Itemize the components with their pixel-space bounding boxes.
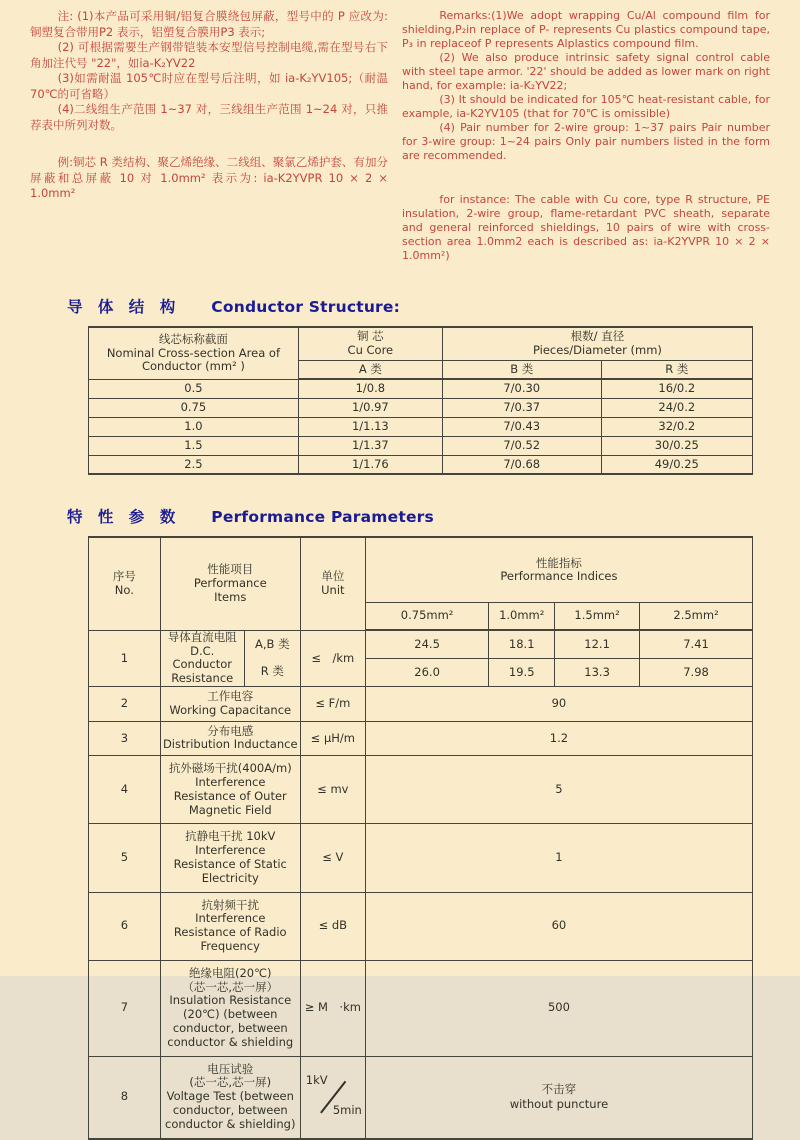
cell-item bbox=[160, 960, 300, 1056]
table-row bbox=[89, 455, 753, 474]
class-ab-label: A,B 类 bbox=[255, 636, 290, 651]
remark-paragraph: (4) Pair number for 2-wire group: 1~37 pairs Pair number for 3-wire group: 1~24 pairs Only pair numbers listed in the form are recommended. bbox=[402, 121, 770, 162]
cell-unit bbox=[300, 1056, 365, 1138]
header-unit bbox=[300, 537, 365, 630]
cell-value: 24.5 bbox=[365, 630, 489, 658]
cell-value: 12.1 bbox=[555, 630, 640, 658]
item-text-en: Interference Resistance of Static Electricity bbox=[173, 843, 287, 885]
heading-english: Performance Parameters bbox=[211, 508, 434, 527]
cell: 1/0.8 bbox=[298, 379, 442, 398]
cell-no: 6 bbox=[89, 892, 161, 960]
header-text: Nominal Cross-section Area of bbox=[106, 345, 280, 360]
cell-value bbox=[365, 1056, 752, 1138]
cell-unit: ≤ dB bbox=[300, 892, 365, 960]
item-text-en: Interference Resistance of Outer Magnetic Field bbox=[173, 775, 287, 817]
header-text: 根数/ 直径 bbox=[570, 329, 625, 343]
item-text-cn: 绝缘电阻(20℃) bbox=[188, 965, 272, 980]
value-text-en: without puncture bbox=[509, 1097, 609, 1112]
cell: 1/1.76 bbox=[298, 455, 442, 474]
header-text: 铜 芯 bbox=[357, 329, 384, 343]
unit-bottom-label: 5min bbox=[332, 1103, 362, 1118]
table-row-working-capacitance bbox=[89, 687, 753, 722]
item-text-cn: 工作电容 bbox=[207, 689, 254, 704]
cell-value: 7.41 bbox=[640, 630, 753, 658]
remark-example: for instance: The cable with Cu core, type R structure, PE insulation, 2-wire group, flame-retardant PVC sheath, separate and general reinforced shieldings, 10 pairs of wire with cross-section area 1.0mm2 each is described as: ia-K2YVPR 10 × 2 × 1.0mm²) bbox=[402, 193, 770, 262]
cell-unit: ≤ mv bbox=[300, 756, 365, 824]
cell: 7/0.43 bbox=[442, 417, 601, 436]
table-row-static-interference bbox=[89, 824, 753, 892]
cell: 2.5 bbox=[89, 455, 299, 474]
cell-no: 4 bbox=[89, 756, 161, 824]
cell-no: 3 bbox=[89, 721, 161, 756]
header-text: Performance Indices bbox=[500, 569, 618, 584]
cell-item bbox=[160, 892, 300, 960]
note-example: 例:铜芯 R 类结构、聚乙烯绝缘、二线组、聚氯乙烯护套、有加分屏蔽和总屏蔽 10 对 1.0mm² 表示为: ia-K2YVPR 10 × 2 × 1.0mm² bbox=[30, 155, 388, 200]
conductor-structure-table bbox=[88, 326, 753, 475]
cell-unit: ≤ V bbox=[300, 824, 365, 892]
cell-value: 7.98 bbox=[640, 659, 753, 687]
cell-no: 7 bbox=[89, 960, 161, 1056]
note-paragraph: (4)二线组生产范围 1~37 对，三线组生产范围 1~24 对，只推荐表中所列对数。 bbox=[30, 102, 388, 132]
header-text: 单位 bbox=[321, 569, 345, 584]
cell-no: 2 bbox=[89, 687, 161, 722]
note-paragraph: (2) 可根据需要生产钢带铠装本安型信号控制电缆,需在型号右下角加注代号 "22"，如ia-K₂YV22 bbox=[30, 40, 388, 70]
header-text: Unit bbox=[321, 583, 345, 598]
item-text-cn2: （芯一芯,芯一屏） bbox=[182, 979, 279, 994]
header-text: Conductor (mm² ) bbox=[141, 359, 245, 374]
cell: 49/0.25 bbox=[601, 455, 752, 474]
item-text-cn: 电压试验 bbox=[207, 1061, 254, 1076]
header-text: 性能项目 bbox=[207, 562, 254, 577]
header-pieces-diameter bbox=[442, 327, 752, 360]
item-text-en: Interference Resistance of Radio Frequency bbox=[173, 911, 287, 954]
notes-chinese bbox=[30, 9, 388, 263]
cell: 1/1.13 bbox=[298, 417, 442, 436]
cell-unit: ≥ M ·km bbox=[300, 960, 365, 1056]
cell: 1.0 bbox=[89, 417, 299, 436]
cell-value: 60 bbox=[365, 892, 752, 960]
cell-value: 1 bbox=[365, 824, 752, 892]
cell-no: 1 bbox=[89, 630, 161, 686]
remarks-english bbox=[402, 9, 770, 263]
cell: 1/1.37 bbox=[298, 436, 442, 455]
value-text-cn: 不击穿 bbox=[541, 1082, 577, 1097]
header-text: No. bbox=[114, 583, 134, 598]
table-row-radio-interference bbox=[89, 892, 753, 960]
cell-value: 18.1 bbox=[489, 630, 555, 658]
cell-no: 8 bbox=[89, 1056, 161, 1138]
header-class-b: B 类 bbox=[442, 360, 601, 379]
cell-value: 13.3 bbox=[555, 659, 640, 687]
cell-item bbox=[160, 687, 300, 722]
cell-no: 5 bbox=[89, 824, 161, 892]
table-row-distribution-inductance bbox=[89, 721, 753, 756]
remark-paragraph: (3) It should be indicated for 105℃ heat-resistant cable, for example, ia-K2YV105 (that for 70℃ is omissible) bbox=[402, 93, 770, 120]
cell-value: 1.2 bbox=[365, 721, 752, 756]
note-paragraph: (3)如需耐温 105℃时应在型号后注明，如 ia-K₂YV105;（耐温 70℃的可省略） bbox=[30, 71, 388, 101]
cell: 32/0.2 bbox=[601, 417, 752, 436]
cell: 24/0.2 bbox=[601, 399, 752, 418]
header-performance-items bbox=[160, 537, 300, 630]
conductor-structure-heading bbox=[67, 295, 770, 317]
header-no bbox=[89, 537, 161, 630]
item-text-en: Insulation Resistance (20℃) (between conductor, between conductor & shielding bbox=[167, 993, 294, 1049]
item-text-en: Working Capacitance bbox=[169, 702, 292, 717]
table-row bbox=[89, 399, 753, 418]
table-row bbox=[89, 379, 753, 398]
header-text: Items bbox=[214, 590, 247, 605]
header-performance-indices bbox=[365, 537, 752, 603]
cell-item bbox=[160, 824, 300, 892]
table-header-row bbox=[89, 537, 753, 603]
header-size-15: 1.5mm² bbox=[555, 603, 640, 631]
item-text-cn: 抗静电干扰 10kV bbox=[185, 829, 276, 844]
item-text-en: Voltage Test (between conductor, between conductor & shielding) bbox=[165, 1089, 296, 1131]
item-text-cn: 导体直流电阻 bbox=[167, 629, 237, 644]
cell-item bbox=[160, 630, 300, 686]
performance-parameters-table bbox=[88, 536, 753, 1139]
cell: 7/0.68 bbox=[442, 455, 601, 474]
header-cross-section bbox=[89, 327, 299, 379]
cell-item bbox=[160, 1056, 300, 1138]
cell: 7/0.37 bbox=[442, 399, 601, 418]
table-header-row bbox=[89, 327, 753, 360]
header-size-25: 2.5mm² bbox=[640, 603, 753, 631]
cell: 7/0.52 bbox=[442, 436, 601, 455]
cell-value: 90 bbox=[365, 687, 752, 722]
remark-paragraph: (2) We also produce intrinsic safety signal control cable with steel tape armor. '22' should be added as lower mark on right hand, for example: ia-K₂YV22; bbox=[402, 51, 770, 92]
table-row-voltage-test bbox=[89, 1056, 753, 1138]
cell-value: 500 bbox=[365, 960, 752, 1056]
table-row-insulation-resistance bbox=[89, 960, 753, 1056]
cell: 1/0.97 bbox=[298, 399, 442, 418]
cell: 1.5 bbox=[89, 436, 299, 455]
cell: 16/0.2 bbox=[601, 379, 752, 398]
unit-top-label: 1kV bbox=[305, 1073, 328, 1088]
item-text-en: Distribution Inductance bbox=[162, 737, 298, 752]
item-text-en: D.C. Conductor Resistance bbox=[171, 643, 234, 686]
header-text: Cu Core bbox=[347, 342, 394, 357]
heading-english: Conductor Structure: bbox=[211, 298, 401, 316]
header-class-a: A 类 bbox=[298, 360, 442, 379]
header-size-10: 1.0mm² bbox=[489, 603, 555, 631]
cell-value: 26.0 bbox=[365, 659, 489, 687]
cell: 7/0.30 bbox=[442, 379, 601, 398]
header-text: 线芯标称截面 bbox=[158, 331, 228, 346]
cell-item bbox=[160, 721, 300, 756]
remark-paragraph: Remarks:(1)We adopt wrapping Cu/Al compound film for shielding,P₂in replace of P- represents Cu plastics compound tape, P₃ in replaceof P represents Alplastics compound film. bbox=[402, 9, 770, 50]
item-text-cn: 抗外磁场干扰(400A/m) bbox=[168, 761, 292, 776]
cell-item bbox=[160, 756, 300, 824]
header-text: Performance bbox=[193, 576, 267, 591]
item-text-cn: 抗射频干扰 bbox=[201, 897, 259, 912]
cell-unit: ≤ μH/m bbox=[300, 721, 365, 756]
table-row bbox=[89, 436, 753, 455]
cell-value: 19.5 bbox=[489, 659, 555, 687]
header-text: 性能指标 bbox=[535, 555, 582, 570]
table-row bbox=[89, 417, 753, 436]
cell-unit: ≤ /km bbox=[300, 630, 365, 686]
item-text-cn: 分布电感 bbox=[207, 723, 254, 738]
header-text: Pieces/Diameter (mm) bbox=[532, 342, 662, 357]
cell: 0.75 bbox=[89, 399, 299, 418]
header-size-075: 0.75mm² bbox=[365, 603, 489, 631]
class-r-label: R 类 bbox=[260, 664, 284, 679]
performance-parameters-heading bbox=[67, 505, 770, 527]
cell: 30/0.25 bbox=[601, 436, 752, 455]
cell-value: 5 bbox=[365, 756, 752, 824]
header-text: 序号 bbox=[112, 569, 136, 584]
note-paragraph: 注: (1)本产品可采用铜/铝复合膜绕包屏蔽，型号中的 P 应改为: 铜塑复合带用P2 表示，铝塑复合膜用P3 表示; bbox=[30, 9, 388, 39]
cell-unit: ≤ F/m bbox=[300, 687, 365, 722]
cell: 0.5 bbox=[89, 379, 299, 398]
heading-chinese: 导 体 结 构 bbox=[67, 298, 181, 316]
notes-section bbox=[30, 9, 770, 263]
header-class-r: R 类 bbox=[601, 360, 752, 379]
header-cu-core bbox=[298, 327, 442, 360]
table-row-magnetic-interference bbox=[89, 756, 753, 824]
table-row-dc-resistance bbox=[89, 630, 753, 658]
heading-chinese: 特 性 参 数 bbox=[67, 508, 181, 527]
item-text-cn2: (芯一芯,芯一屏) bbox=[189, 1075, 272, 1090]
